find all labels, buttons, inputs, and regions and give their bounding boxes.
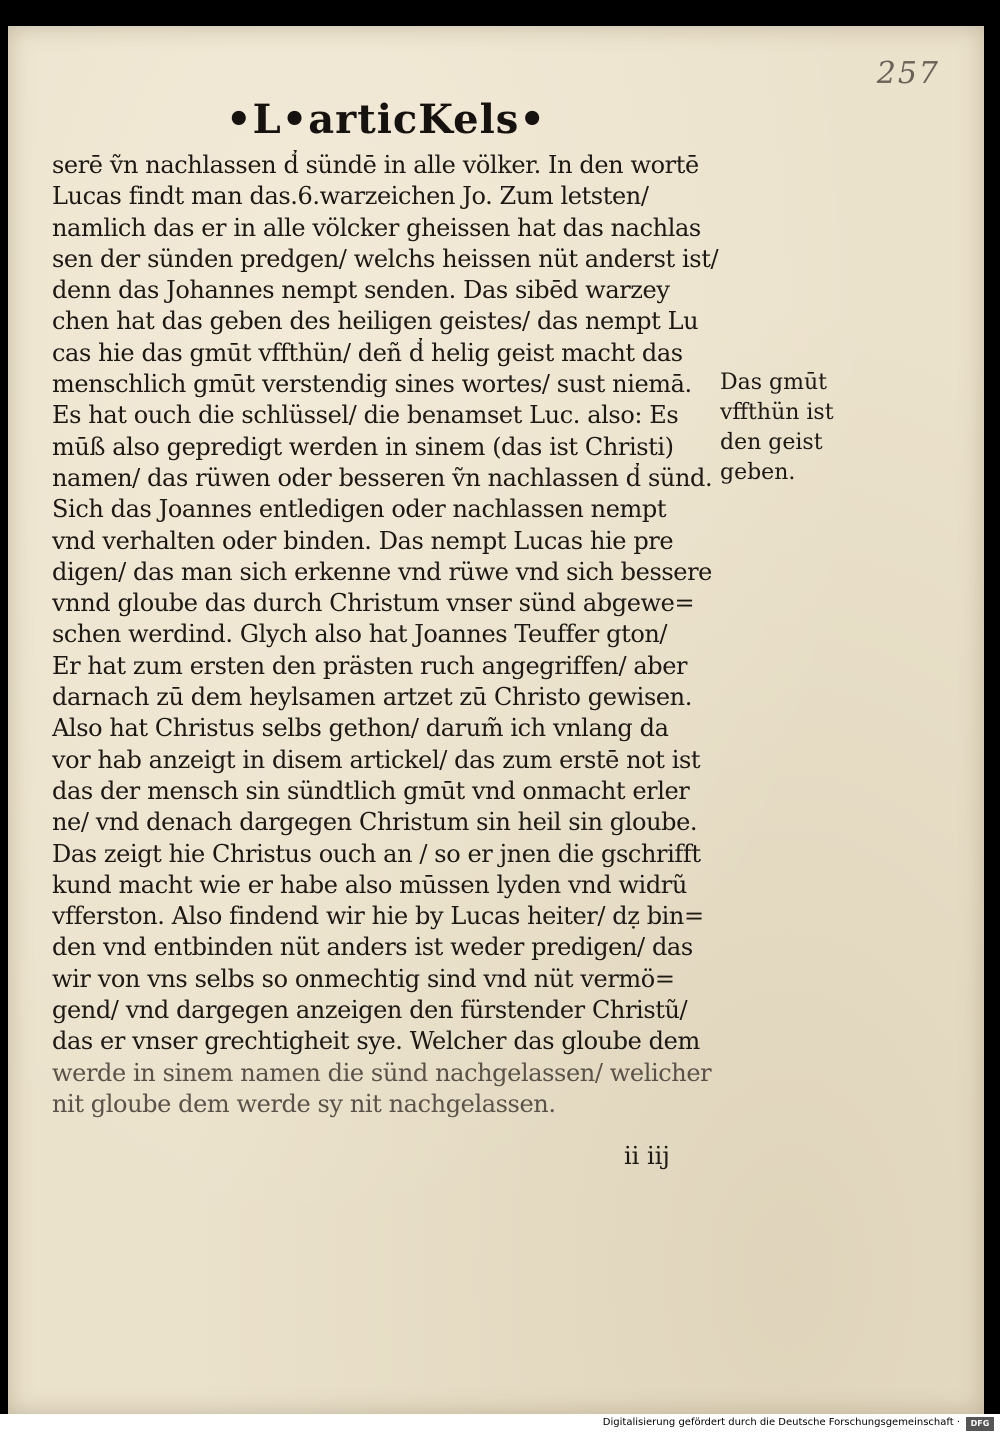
text-line: Sich das Joannes entledigen oder nachlassen nempt — [52, 495, 667, 524]
funding-credit: Digitalisierung gefördert durch die Deutsche Forschungsgemeinschaft · — [602, 1417, 960, 1428]
folio-number: 257 — [876, 56, 940, 91]
text-line: Lucas findt man das.6.warzeichen Jo. Zum letsten/ — [52, 182, 649, 211]
text-line: sen der sünden predgen/ welchs heissen nüt anderst ist/ — [52, 244, 719, 273]
text-line: Das zeigt hie Christus ouch an / so er jnen die gschrifft — [52, 839, 701, 868]
main-text-block — [52, 150, 726, 1120]
text-line: gend/ vnd dargegen anzeigen den fürstender Christũ/ — [52, 996, 688, 1025]
dfg-logo: DFG — [966, 1417, 994, 1431]
text-line: denn das Johannes nempt senden. Das sibēd warzey — [52, 276, 670, 305]
text-line: menschlich gmūt verstendig sines wortes/ sust niemā. — [52, 370, 692, 399]
marginal-note-line: Das gmūt — [720, 370, 827, 395]
text-line: den vnd entbinden nüt anders ist weder predigen/ das — [52, 933, 693, 962]
signature-mark: ii iij — [624, 1142, 670, 1170]
marginal-note-line: geben. — [720, 460, 796, 485]
text-line: vnd verhalten oder binden. Das nempt Lucas hie pre — [52, 526, 674, 555]
text-line: vnnd gloube das durch Christum vnser sünd abgewe= — [52, 589, 695, 618]
text-line: serē ṽn nachlassen d̓ sündē in alle völker. In den wortē — [52, 151, 699, 179]
text-line: chen hat das geben des heiligen geistes/ das nempt Lu — [52, 307, 699, 336]
text-line: Er hat zum ersten den prästen ruch angegriffen/ aber — [52, 651, 688, 680]
text-line: namlich das er in alle völcker gheissen hat das nachlas — [52, 213, 701, 242]
marginal-note-line: vffthün ist — [720, 400, 834, 425]
running-head: •L•articKels• — [226, 96, 546, 143]
text-line: Es hat ouch die schlüssel/ die benamset Luc. also: Es — [52, 401, 679, 430]
text-line: wir von vns selbs so onmechtig sind vnd nüt vermö= — [52, 964, 675, 993]
marginal-note — [720, 368, 850, 488]
text-line: werde in sinem namen die sünd nachgelassen/ welicher — [52, 1058, 712, 1087]
text-line: kund macht wie er habe also mūssen lyden vnd widrũ — [52, 870, 687, 899]
footer-bar — [0, 1414, 1000, 1434]
text-line: Also hat Christus selbs gethon/ darum̃ ich vnlang da — [52, 714, 669, 743]
text-line: das der mensch sin sündtlich gmūt vnd onmacht erler — [52, 776, 690, 805]
text-line: cas hie das gmūt vffthün/ deñ d̓ helig geist macht das — [52, 338, 683, 367]
text-line: darnach zū dem heylsamen artzet zū Christo gewisen. — [52, 683, 692, 712]
book-page — [8, 26, 984, 1414]
text-line: ne/ vnd denach dargegen Christum sin heil sin gloube. — [52, 808, 698, 837]
text-line: namen/ das rüwen oder besseren ṽn nachlassen d̓ sünd. — [52, 463, 713, 492]
text-line: vor hab anzeigt in disem artickel/ das zum erstē not ist — [52, 745, 701, 774]
text-line: schen werdind. Glych also hat Joannes Teuffer gton/ — [52, 620, 668, 649]
text-line: vfferston. Also findend wir hie by Lucas heiter/ dẓ bin= — [52, 902, 704, 931]
text-line: das er vnser grechtigheit sye. Welcher das gloube dem — [52, 1027, 700, 1056]
text-line: nit gloube dem werde sy nit nachgelassen. — [52, 1089, 556, 1118]
marginal-note-line: den geist — [720, 430, 823, 455]
text-line: mūß also gepredigt werden in sinem (das ist Christi) — [52, 432, 674, 461]
text-line: digen/ das man sich erkenne vnd rüwe vnd sich bessere — [52, 557, 712, 586]
